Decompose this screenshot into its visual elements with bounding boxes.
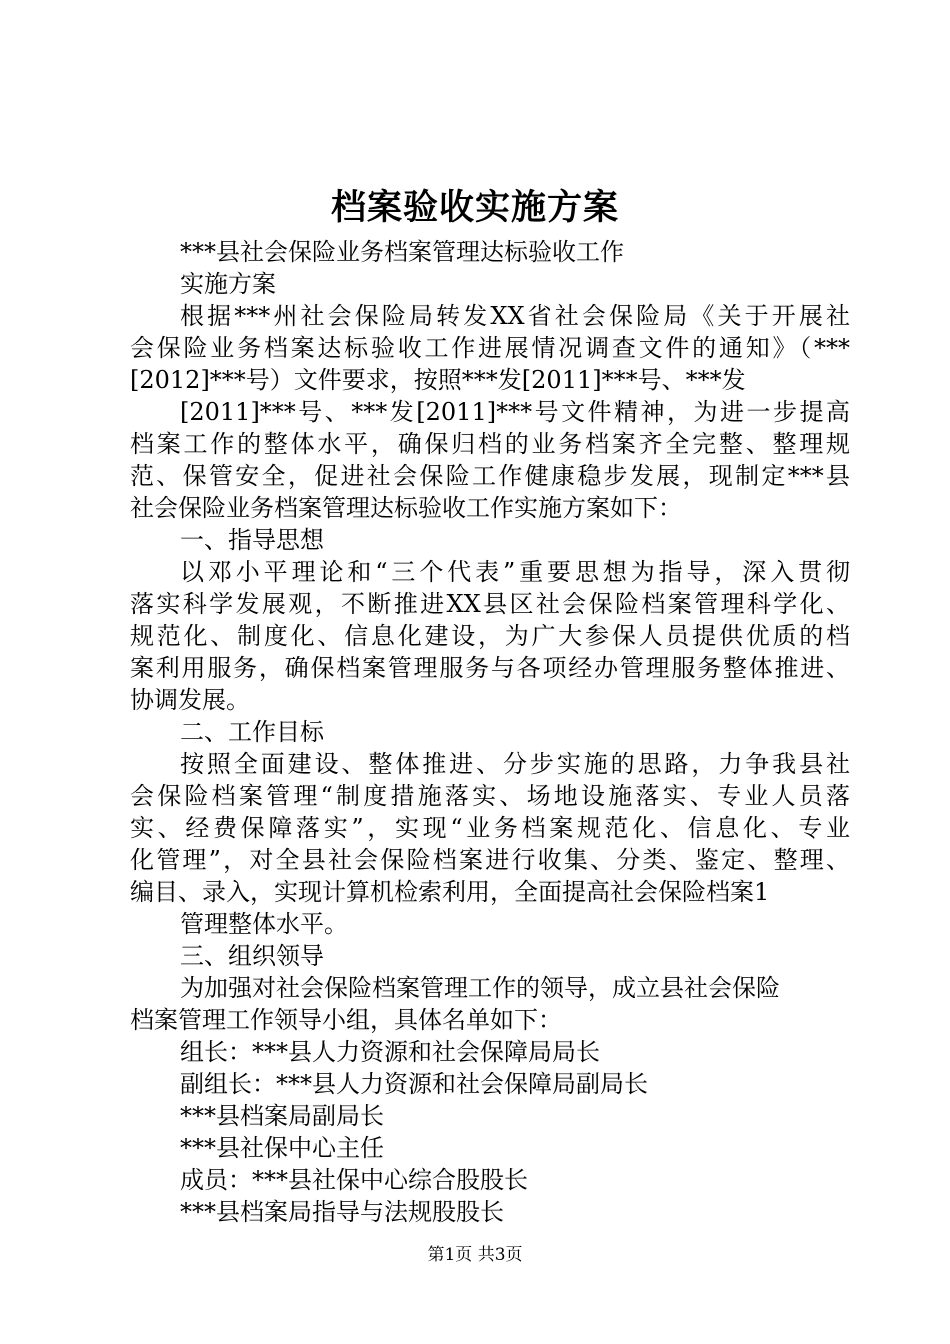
list-item: 成员：***县社保中心综合股股长 xyxy=(180,1166,528,1194)
body-line: 社会保险业务档案管理达标验收工作实施方案如下： xyxy=(130,494,682,522)
body-line: [2011]***号、***发[2011]***号文件精神，为进一步提高 xyxy=(180,398,850,426)
body-line: 范、保管安全，促进社会保险工作健康稳步发展，现制定***县 xyxy=(130,462,850,490)
section-heading: 二、工作目标 xyxy=(180,718,324,746)
body-line: 档案工作的整体水平，确保归档的业务档案齐全完整、整理规 xyxy=(130,430,850,458)
document-body xyxy=(130,236,850,1228)
list-item: 副组长：***县人力资源和社会保障局副局长 xyxy=(180,1070,648,1098)
body-line: 规范化、制度化、信息化建设，为广大参保人员提供优质的档 xyxy=(130,622,850,650)
body-line: 化管理”，对全县社会保险档案进行收集、分类、鉴定、整理、 xyxy=(130,846,850,874)
body-line: 档案管理工作领导小组，具体名单如下： xyxy=(130,1006,562,1034)
page-footer: 第1页 共3页 xyxy=(427,1245,523,1265)
list-item: 组长：***县人力资源和社会保障局局长 xyxy=(180,1038,600,1066)
body-line: 按照全面建设、整体推进、分步实施的思路，力争我县社 xyxy=(180,750,850,778)
body-line: 根据***州社会保险局转发XX省社会保险局《关于开展社 xyxy=(180,302,850,330)
document-title: 档案验收实施方案 xyxy=(330,187,619,228)
list-item: ***县档案局副局长 xyxy=(180,1102,384,1130)
body-line: 协调发展。 xyxy=(130,686,250,714)
body-line: ***县社会保险业务档案管理达标验收工作 xyxy=(180,238,624,266)
body-line: 以邓小平理论和“三个代表”重要思想为指导，深入贯彻 xyxy=(180,558,850,586)
section-heading: 三、组织领导 xyxy=(180,942,324,970)
body-line: 编目、录入，实现计算机检索利用，全面提高社会保险档案1 xyxy=(130,878,770,906)
body-line: 会保险业务档案达标验收工作进展情况调查文件的通知》（*** xyxy=(130,334,850,362)
body-line: 落实科学发展观，不断推进XX县区社会保险档案管理科学化、 xyxy=(130,590,850,618)
list-item: ***县社保中心主任 xyxy=(180,1134,384,1162)
body-line: 案利用服务，确保档案管理服务与各项经办管理服务整体推进、 xyxy=(130,654,850,682)
body-line: 会保险档案管理“制度措施落实、场地设施落实、专业人员落 xyxy=(130,782,850,810)
body-line: [2012]***号）文件要求，按照***发[2011]***号、***发 xyxy=(130,366,746,394)
body-line: 实施方案 xyxy=(180,270,276,298)
body-line: 管理整体水平。 xyxy=(180,910,348,938)
body-line: 为加强对社会保险档案管理工作的领导，成立县社会保险 xyxy=(180,974,780,1002)
body-line: 实、经费保障落实”，实现“业务档案规范化、信息化、专业 xyxy=(130,814,850,842)
section-heading: 一、指导思想 xyxy=(180,526,324,554)
list-item: ***县档案局指导与法规股股长 xyxy=(180,1198,504,1226)
